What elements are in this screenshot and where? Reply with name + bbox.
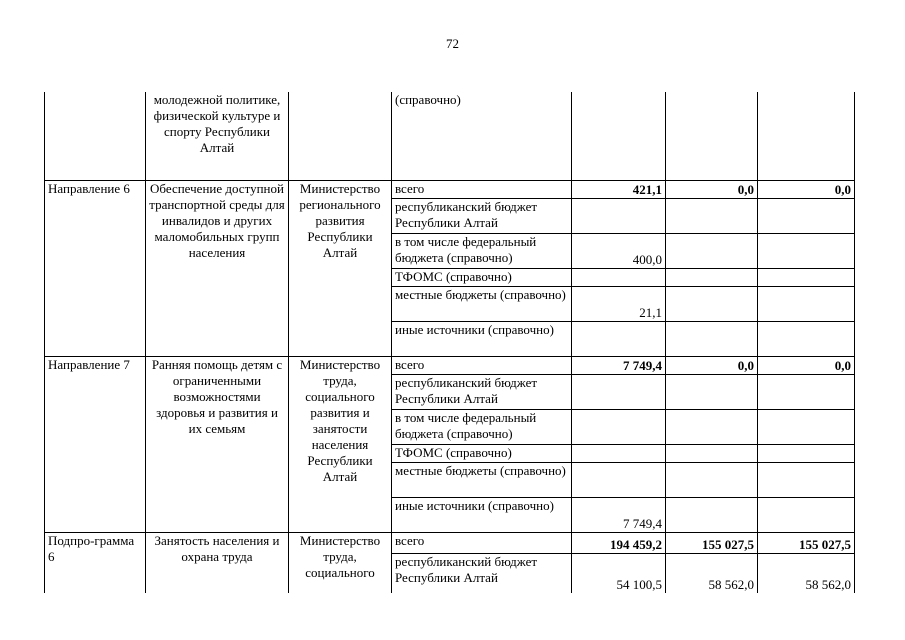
value-cell	[572, 269, 666, 287]
label-cell	[45, 92, 146, 181]
value-cell: 58 562,0	[758, 553, 855, 593]
source-cell: в том числе федеральный бюджета (справочно)	[392, 234, 572, 269]
value-cell: 0,0	[666, 357, 758, 375]
source-cell: всего	[392, 357, 572, 375]
value-cell	[666, 445, 758, 463]
direction-name: Ранняя помощь детям с ограниченными возможностями здоровья и развития и их семьям	[146, 357, 289, 533]
direction-label: Направление 6	[45, 181, 146, 357]
direction-executor: Министерство труда, социального развития и занятости населения Республики Алтай	[289, 357, 392, 533]
value-cell	[758, 92, 855, 181]
table-row	[45, 92, 855, 181]
source-cell: иные источники (справочно)	[392, 498, 572, 533]
direction-label: Направление 7	[45, 357, 146, 533]
direction-executor: Министерство регионального развития Республики Алтай	[289, 181, 392, 357]
value-cell: 155 027,5	[666, 533, 758, 554]
value-cell	[666, 322, 758, 357]
value-cell	[758, 322, 855, 357]
value-cell	[572, 445, 666, 463]
value-cell	[572, 410, 666, 445]
value-cell	[758, 287, 855, 322]
value-cell	[758, 463, 855, 498]
source-cell: (справочно)	[392, 92, 572, 181]
source-cell: иные источники (справочно)	[392, 322, 572, 357]
source-cell: местные бюджеты (справочно)	[392, 463, 572, 498]
value-cell: 0,0	[758, 181, 855, 199]
value-cell	[758, 498, 855, 533]
source-cell: республиканский бюджет Республики Алтай	[392, 553, 572, 593]
value-cell	[758, 410, 855, 445]
value-cell	[666, 410, 758, 445]
page-number: 72	[446, 36, 459, 51]
value-cell: 7 749,4	[572, 357, 666, 375]
value-cell	[666, 463, 758, 498]
value-cell	[666, 92, 758, 181]
source-cell: всего	[392, 533, 572, 554]
value-cell: 400,0	[572, 234, 666, 269]
value-cell: 58 562,0	[666, 553, 758, 593]
value-cell	[758, 199, 855, 234]
budget-table	[44, 92, 855, 593]
source-cell: ТФОМС (справочно)	[392, 269, 572, 287]
value-cell	[666, 375, 758, 410]
value-cell: 155 027,5	[758, 533, 855, 554]
value-cell: 0,0	[666, 181, 758, 199]
value-cell	[758, 234, 855, 269]
value-cell: 0,0	[758, 357, 855, 375]
value-cell	[572, 199, 666, 234]
value-cell	[572, 322, 666, 357]
subprogram-executor: Министерство труда, социального	[289, 533, 392, 594]
source-cell: республиканский бюджет Республики Алтай	[392, 375, 572, 410]
source-cell: всего	[392, 181, 572, 199]
name-cell: молодежной политике, физической культуре и спорту Республики Алтай	[146, 92, 289, 181]
subprogram-name: Занятость населения и охрана труда	[146, 533, 289, 594]
value-cell	[666, 234, 758, 269]
direction-name: Обеспечение доступной транспортной среды для инвалидов и других маломобильных групп населения	[146, 181, 289, 357]
value-cell	[666, 287, 758, 322]
table-row	[45, 533, 855, 554]
value-cell: 21,1	[572, 287, 666, 322]
executor-cell	[289, 92, 392, 181]
source-cell: ТФОМС (справочно)	[392, 445, 572, 463]
value-cell	[666, 269, 758, 287]
subprogram-label: Подпро-грамма 6	[45, 533, 146, 594]
value-cell	[572, 375, 666, 410]
source-cell: местные бюджеты (справочно)	[392, 287, 572, 322]
table-row	[45, 181, 855, 199]
value-cell	[666, 199, 758, 234]
value-cell: 194 459,2	[572, 533, 666, 554]
value-cell	[758, 375, 855, 410]
value-cell	[572, 92, 666, 181]
value-cell	[758, 269, 855, 287]
value-cell	[758, 445, 855, 463]
value-cell	[666, 498, 758, 533]
source-cell: республиканский бюджет Республики Алтай	[392, 199, 572, 234]
source-cell: в том числе федеральный бюджета (справочно)	[392, 410, 572, 445]
table-row	[45, 357, 855, 375]
value-cell: 7 749,4	[572, 498, 666, 533]
value-cell: 421,1	[572, 181, 666, 199]
value-cell: 54 100,5	[572, 553, 666, 593]
value-cell	[572, 463, 666, 498]
